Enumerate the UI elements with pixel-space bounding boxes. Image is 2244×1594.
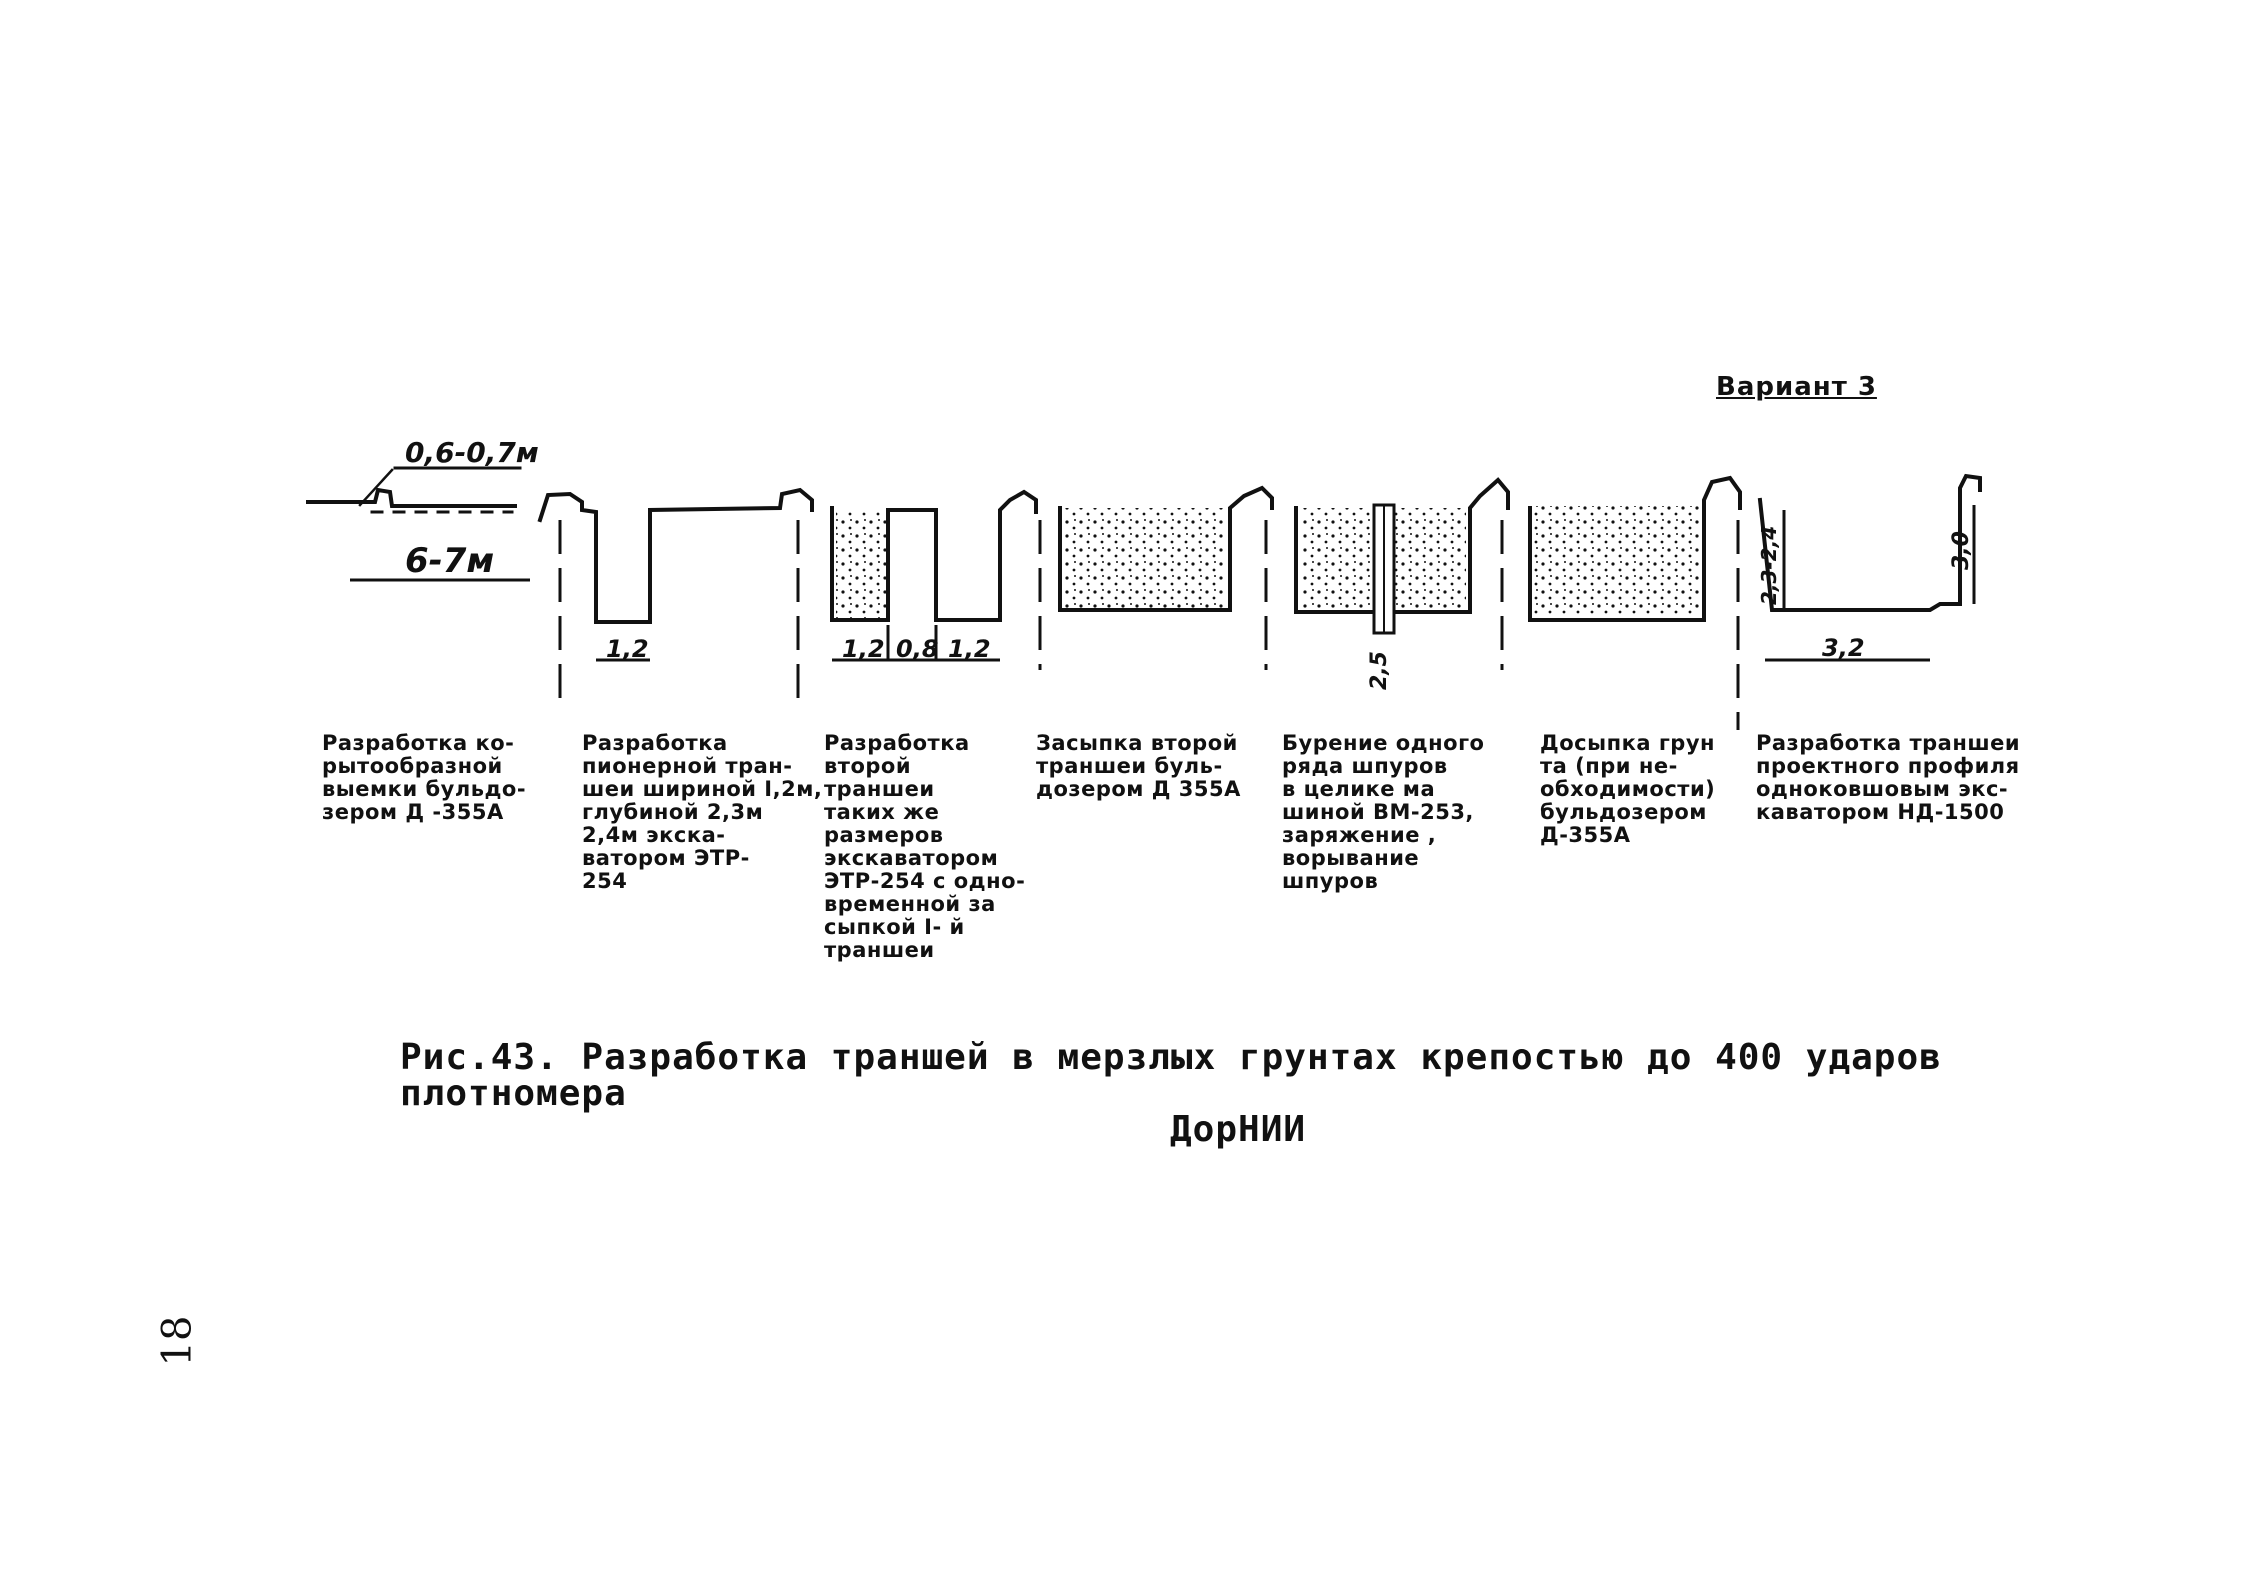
dim-middle: 0,8 xyxy=(896,635,939,663)
variant-label: Вариант 3 xyxy=(1716,372,1877,402)
stage-1-description: Разработка ко- рытообразной выемки бульдо- зером Д -355А xyxy=(322,731,527,824)
stage-3-description: Разработка второй траншеи таких же размеров экскаватором ЭТР-254 с одно- временной за сыпкой I- й траншеи xyxy=(824,731,1026,962)
stage-5-description: Бурение одного ряда шпуров в целике ма шиной ВМ-253, заряжение , ворывание шпуров xyxy=(1282,731,1485,893)
stage-7-description: Разработка траншеи проектного профиля одноковшовым экс- каватором НД-1500 xyxy=(1756,731,2021,824)
page-number: 18 xyxy=(154,1315,201,1367)
figure-caption-line1: Рис.43. Разработка траншей в мерзлых грунтах крепостью до 400 ударов плотномера xyxy=(400,1037,1942,1114)
figure-caption-line2: ДорНИИ xyxy=(1170,1109,1307,1150)
stage-2-description: Разработка пионерной тран- шеи шириной I,2м, глубиной 2,3м 2,4м экска- ватором ЭТР- 254 xyxy=(582,731,823,893)
dim-second-right: 1,2 xyxy=(948,635,991,663)
dim-cut-depth: 0,6-0,7м xyxy=(405,436,539,469)
dim-final-width: 3,2 xyxy=(1822,634,1865,662)
figure-caption xyxy=(400,1037,2080,1150)
dim-second-left: 1,2 xyxy=(842,635,885,663)
dim-cut-width: 6-7м xyxy=(405,541,495,581)
dim-final-depth-left: 2,3-2,4 xyxy=(1757,525,1781,605)
dim-final-depth-right: 3,0 xyxy=(1949,531,1974,570)
stage-6-description: Досыпка грун та (при не- обходимости) бульдозером Д-355А xyxy=(1540,731,1716,847)
dim-hole-depth: 2,5 xyxy=(1367,651,1392,690)
stage-4-description: Засыпка второй траншеи буль- дозером Д 355А xyxy=(1036,731,1241,801)
dim-pioneer-width: 1,2 xyxy=(606,635,649,663)
